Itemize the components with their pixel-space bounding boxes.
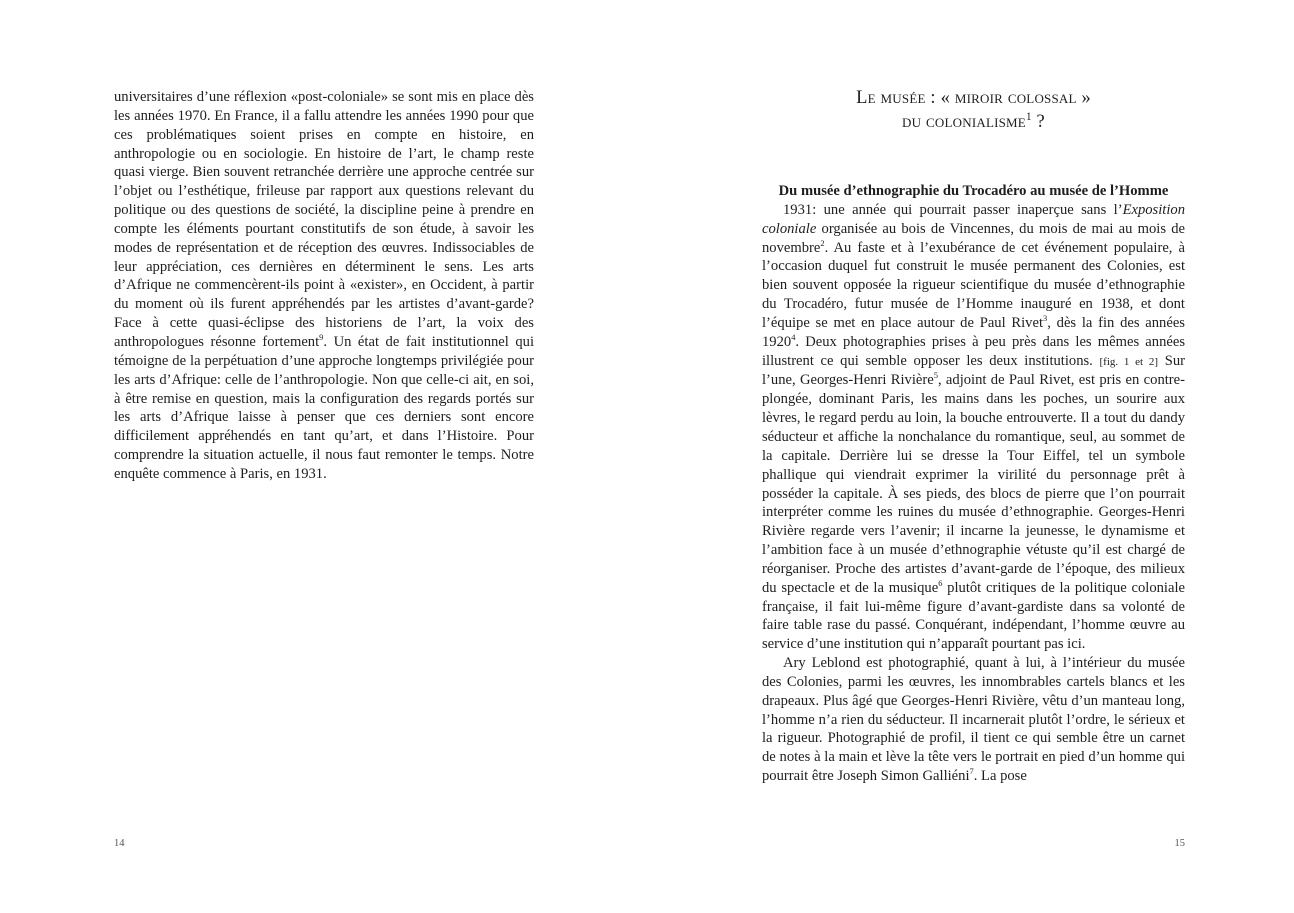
right-page-paragraph-2: Ary Leblond est photographié, quant à lui, à l’intérieur du musée des Colonies, parmi les œuvres, les innombrables cartels blancs et les drapeaux. Plus âgé que Georges-Henri Rivière, vêtu d’un manteau long, l’homme n’a rien du séducteur. Il incarnerait plutôt l’ordre, le sérieux et la rigueur. Photographié de profil, il tient ce qui semble être un carnet de notes à la main et lève la tête vers le portrait en pied d’un homme qui pourrait être Joseph Simon Galliéni$^7$. La pose bbox=[762, 655, 1185, 785]
right-page-number: 15 bbox=[1174, 838, 1185, 849]
right-page-paragraph-1: 1931: une année qui pourrait passer inaperçue sans l’Exposition coloniale organisée au bois de Vincennes, du mois de mai au mois de novembre$^2$. Au faste et à l’exubérance de cet événement populaire, à l’occasion duquel fut construit le musée permanent des Colonies, est bien souvent opposée la rigueur scientifique du musée d’ethnographie du Trocadéro, futur musée de l’Homme inauguré en 1938, et dont l’équipe se met en place autour de Paul Rivet$^3$, dès la fin des années 1920$^4$. Deux photographies prises à peu près dans les mêmes années illustrent ce qui semble opposer les deux institutions. [fig. 1 et 2] Sur l’une, Georges-Henri Rivière$^5$, adjoint de Paul Rivet, est pris en contre-plongée, dominant Paris, les mains dans les poches, un sourire aux lèvres, le regard perdu au loin, la bouche entrouverte. Il a tout du dandy séducteur et affiche la nonchalance du romantique, seul, au sommet de la capitale. Derrière lui se dresse la Tour Eiffel, tel un symbole phallique qui viendrait exprimer la virilité du personnage prêt à posséder la capitale. À ses pieds, des blocs de pierre que l’on pourrait interpréter comme les ruines du musée d’ethnographie. Georges-Henri Rivière regarde vers l’avenir; il incarne la jeunesse, le dynamisme et l’ambition face à un musée d’ethnographie vétuste qu’il est chargé de réorganiser. Proche des artistes d’avant-garde de l’époque, des milieux du spectacle et de la musique$^6$ plutôt critiques de la politique coloniale française, il fait lui-même figure d’avant-gardiste dans sa volonté de faire table rase du passé. Conquérant, indépendant, l’homme œuvre au service d’une institution qui n’apparaît pourtant pas ici. bbox=[762, 201, 1186, 653]
chapter-title-line1: Le musée : « miroir colossal » bbox=[856, 88, 1091, 108]
chapter-title-line2: du colonialisme bbox=[902, 112, 1026, 132]
right-page bbox=[647, 0, 1294, 913]
chapter-title bbox=[762, 86, 1185, 134]
left-page-paragraph: universitaires d’une réflexion «post-coloniale» se sont mis en place dès les années 1970. En France, il a fallu attendre les années 1990 pour que ces problématiques soient prises en compte en histoire, en anthropologie ou en sociologie. En histoire de l’art, le champ reste quasi vierge. Bien souvent retranchée derrière une approche centrée sur l’objet ou l’esthétique, frileuse par rapport aux questions relevant du politique ou des questions de société, la discipline peine à prendre en compte les éléments pourtant constitutifs de son étude, à savoir les modes de représentation et de réception des œuvres. Indissociables de leur appréciation, ces dernières en déterminent le sens. Les arts d’Afrique ne commencèrent-ils point à «exister», en Occident, à partir du moment où ils furent appréhendés par les artistes d’avant-garde? Face à cette quasi-éclipse des historiens de l’art, la voix des anthropologues résonne fortement$^9$. Un état de fait institutionnel qui témoigne de la perpétuation d’une approche longtemps privilégiée pour les arts d’Afrique: celle de l’anthropologie. Non que celle-ci ait, en soi, à être remise en question, mais la configuration des regards portés sur les arts d’Afrique laisse à penser que ces derniers sont encore difficilement appréhendés en tant qu’art, et dans l’Histoire. Pour comprendre la situation actuelle, il nous faut remonter le temps. Notre enquête commence à Paris, en 1931. bbox=[114, 89, 534, 482]
left-page-body-text bbox=[114, 88, 534, 484]
left-page-number: 14 bbox=[114, 838, 125, 849]
section-heading: Du musée d’ethnographie du Trocadéro au musée de l’Homme bbox=[778, 183, 1169, 199]
right-page-body-text bbox=[762, 182, 1185, 786]
chapter-title-end: ? bbox=[1031, 112, 1045, 132]
chapter-title-footnote-ref: 1 bbox=[1025, 110, 1032, 123]
